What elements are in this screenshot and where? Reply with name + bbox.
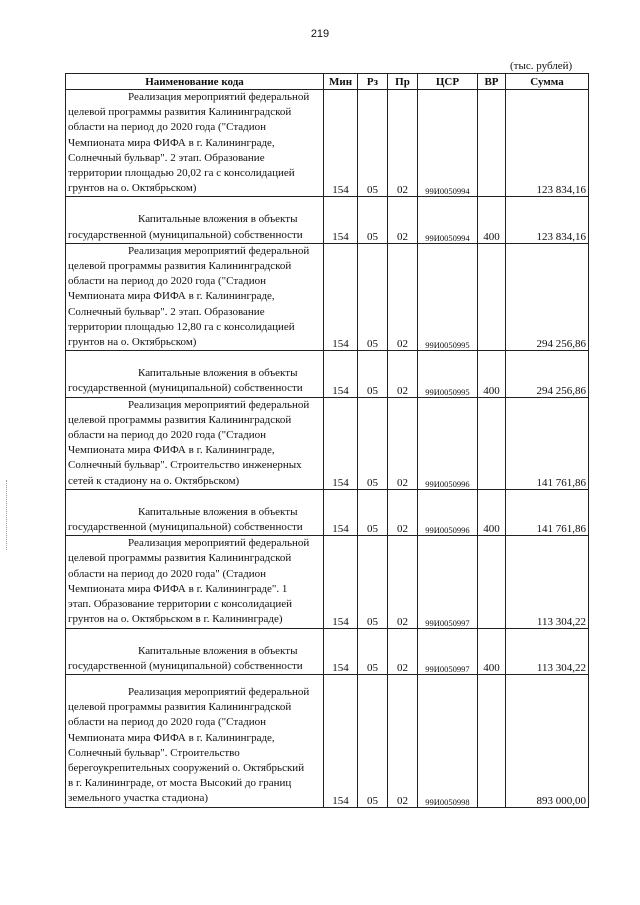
row-vr <box>478 90 506 197</box>
row-name-line: области на период до 2020 года ("Стадион <box>68 121 267 134</box>
row-sum: 123 834,16 <box>506 197 589 243</box>
row-csr: 99И0050997 <box>418 536 478 628</box>
row-rz: 05 <box>358 489 388 535</box>
row-csr: 99И0050996 <box>418 397 478 489</box>
row-name <box>66 397 324 489</box>
row-name-line: государственной (муниципальной) собственности <box>68 228 303 241</box>
row-name <box>66 628 324 674</box>
row-name-line: Капитальные вложения в объекты <box>138 644 298 657</box>
row-name-line: Чемпионата мира ФИФА в г. Калининграде, <box>68 444 275 457</box>
header-name: Наименование кода <box>66 74 324 90</box>
row-name-line: области на период до 2020 года ("Стадион <box>68 716 267 729</box>
row-min: 154 <box>324 351 358 397</box>
row-name-line: Чемпионата мира ФИФА в г. Калининграде, <box>68 290 275 303</box>
row-csr: 99И0050997 <box>418 628 478 674</box>
row-name-line: земельного участка стадиона) <box>68 792 208 805</box>
row-name <box>66 489 324 535</box>
row-name-line: целевой программы развития Калининградской <box>68 701 292 714</box>
row-rz: 05 <box>358 243 388 350</box>
row-rz: 05 <box>358 90 388 197</box>
row-min: 154 <box>324 90 358 197</box>
row-name-line: государственной (муниципальной) собственности <box>68 659 303 672</box>
scan-edge-mark <box>6 480 8 550</box>
row-vr: 400 <box>478 489 506 535</box>
header-sum: Сумма <box>506 74 589 90</box>
row-min: 154 <box>324 243 358 350</box>
row-name-line: Реализация мероприятий федеральной <box>128 91 310 103</box>
table-row <box>66 489 589 535</box>
row-sum: 141 761,86 <box>506 489 589 535</box>
row-name-line: берегоукрепительных сооружений о. Октябрьский <box>68 761 305 774</box>
row-pr: 02 <box>388 243 418 350</box>
row-pr: 02 <box>388 628 418 674</box>
row-name-line: Капитальные вложения в объекты <box>138 213 298 226</box>
row-csr: 99И0050998 <box>418 674 478 807</box>
row-name-line: целевой программы развития Калининградской <box>68 413 292 426</box>
row-name-line: целевой программы развития Калининградской <box>68 260 292 273</box>
row-name-line: Реализация мероприятий федеральной <box>128 685 310 698</box>
row-pr: 02 <box>388 197 418 243</box>
row-name-line: грунтов на о. Октябрьском) <box>68 182 197 195</box>
row-name-line: Чемпионата мира ФИФА в г. Калининграде, <box>68 136 275 149</box>
row-name-line: целевой программы развития Калининградской <box>68 106 292 119</box>
row-name <box>66 197 324 243</box>
header-rz: Рз <box>358 74 388 90</box>
row-rz: 05 <box>358 628 388 674</box>
row-pr: 02 <box>388 674 418 807</box>
row-name-line: Чемпионата мира ФИФА в г. Калининграде". 1 <box>68 582 288 595</box>
header-vr: ВР <box>478 74 506 90</box>
row-rz: 05 <box>358 536 388 628</box>
row-vr <box>478 674 506 807</box>
units-label: (тыс. рублей) <box>510 60 573 72</box>
row-name-line: Капитальные вложения в объекты <box>138 367 298 380</box>
table-row <box>66 536 589 628</box>
row-name-line: Капитальные вложения в объекты <box>138 505 298 518</box>
row-name-line: Реализация мероприятий федеральной <box>128 537 310 550</box>
row-name-line: Чемпионата мира ФИФА в г. Калининграде, <box>68 731 275 744</box>
row-name <box>66 243 324 350</box>
row-csr: 99И0050995 <box>418 243 478 350</box>
page-number: 219 <box>310 28 330 40</box>
row-name-line: области на период до 2020 года ("Стадион <box>68 275 267 288</box>
row-pr: 02 <box>388 489 418 535</box>
row-name-line: Солнечный бульвар". 2 этап. Образование <box>68 151 265 164</box>
budget-table <box>65 73 589 808</box>
row-csr: 99И0050995 <box>418 351 478 397</box>
row-name <box>66 536 324 628</box>
row-name-line: в г. Калининграде, от моста Высокий до границ <box>68 777 292 790</box>
table-row <box>66 243 589 350</box>
row-min: 154 <box>324 674 358 807</box>
row-name-line: целевой программы развития Калининградской <box>68 552 292 565</box>
row-sum: 893 000,00 <box>506 674 589 807</box>
row-rz: 05 <box>358 674 388 807</box>
row-name-line: Солнечный бульвар". 2 этап. Образование <box>68 305 265 318</box>
row-name-line: Солнечный бульвар". Строительство инженерных <box>68 459 302 472</box>
row-rz: 05 <box>358 397 388 489</box>
table-row <box>66 197 589 243</box>
row-min: 154 <box>324 536 358 628</box>
row-name-line: сетей к стадиону на о. Октябрьском) <box>68 474 240 487</box>
row-csr: 99И0050994 <box>418 90 478 197</box>
row-sum: 123 834,16 <box>506 90 589 197</box>
row-min: 154 <box>324 628 358 674</box>
row-rz: 05 <box>358 197 388 243</box>
row-sum: 141 761,86 <box>506 397 589 489</box>
header-csr: ЦСР <box>418 74 478 90</box>
row-name-line: грунтов на о. Октябрьском в г. Калининграде) <box>68 613 283 626</box>
header-min: Мин <box>324 74 358 90</box>
row-rz: 05 <box>358 351 388 397</box>
row-pr: 02 <box>388 536 418 628</box>
row-vr: 400 <box>478 628 506 674</box>
row-name-line: области на период до 2020 года" (Стадион <box>68 567 267 580</box>
row-name-line: государственной (муниципальной) собственности <box>68 521 303 534</box>
row-name <box>66 90 324 197</box>
table-row <box>66 674 589 807</box>
table-row <box>66 351 589 397</box>
row-name-line: территории площадью 12,80 га с консолидацией <box>68 320 295 333</box>
row-vr: 400 <box>478 351 506 397</box>
header-pr: Пр <box>388 74 418 90</box>
row-pr: 02 <box>388 90 418 197</box>
row-name-line: государственной (муниципальной) собственности <box>68 382 303 395</box>
row-sum: 113 304,22 <box>506 628 589 674</box>
row-pr: 02 <box>388 397 418 489</box>
row-name-line: этап. Образование территории с консолидацией <box>68 598 293 611</box>
row-name-line: области на период до 2020 года ("Стадион <box>68 429 267 442</box>
row-name-line: территории площадью 20,02 га с консолидацией <box>68 167 295 180</box>
table-header-row <box>66 74 589 90</box>
row-name <box>66 351 324 397</box>
row-name-line: Солнечный бульвар". Строительство <box>68 746 240 759</box>
row-sum: 113 304,22 <box>506 536 589 628</box>
row-vr: 400 <box>478 197 506 243</box>
row-sum: 294 256,86 <box>506 243 589 350</box>
row-vr <box>478 243 506 350</box>
row-vr <box>478 397 506 489</box>
row-name <box>66 674 324 807</box>
row-min: 154 <box>324 397 358 489</box>
table-row <box>66 397 589 489</box>
row-pr: 02 <box>388 351 418 397</box>
row-min: 154 <box>324 197 358 243</box>
row-min: 154 <box>324 489 358 535</box>
row-name-line: грунтов на о. Октябрьском) <box>68 336 197 349</box>
row-name-line: Реализация мероприятий федеральной <box>128 244 310 257</box>
row-sum: 294 256,86 <box>506 351 589 397</box>
table-row <box>66 628 589 674</box>
row-csr: 99И0050996 <box>418 489 478 535</box>
table-row <box>66 90 589 197</box>
row-vr <box>478 536 506 628</box>
row-csr: 99И0050994 <box>418 197 478 243</box>
row-name-line: Реализация мероприятий федеральной <box>128 398 310 411</box>
